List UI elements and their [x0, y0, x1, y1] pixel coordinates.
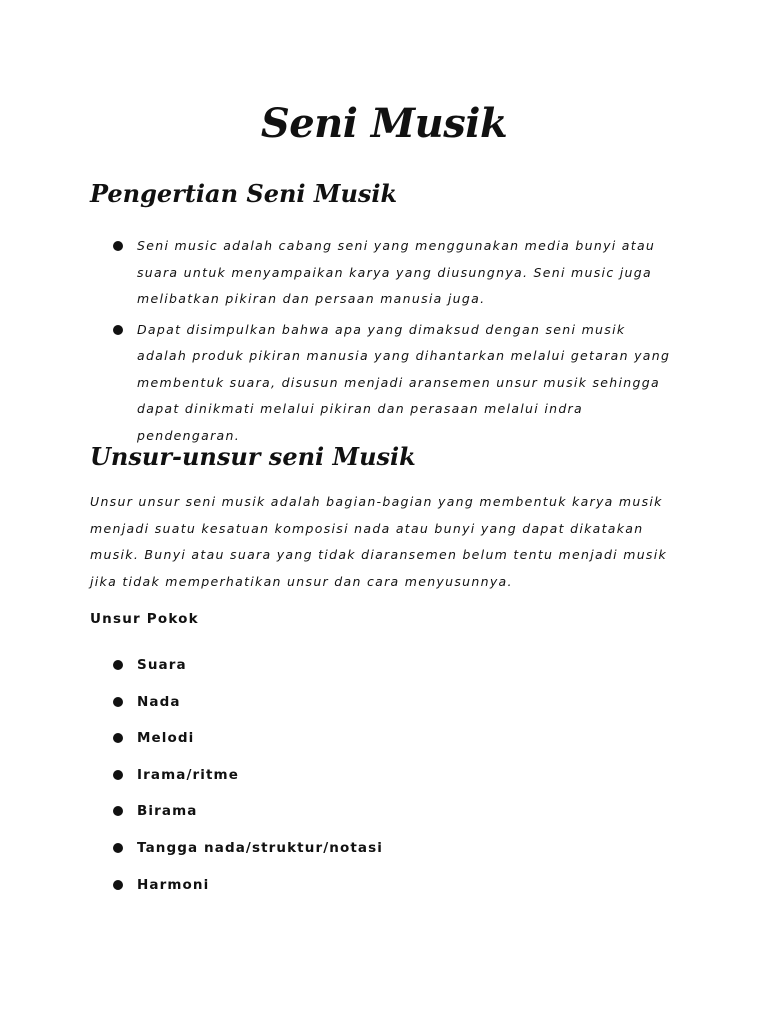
list-item	[0, 874, 677, 911]
list-item-text: Birama	[137, 803, 198, 820]
bullet-icon	[113, 843, 123, 853]
list-item-text: Suara	[137, 657, 187, 673]
list-item	[0, 317, 677, 450]
bullet-icon	[113, 325, 123, 335]
list-item	[0, 654, 677, 691]
list-item-text: Tangga nada/struktur/notasi	[137, 839, 383, 856]
list-item-text: Nada	[137, 693, 181, 710]
definition-list	[0, 233, 677, 449]
bullet-icon	[113, 806, 123, 816]
list-item-text: Dapat disimpulkan bahwa apa yang dimaksud dengan seni musik adalah produk pikiran manusia yang dihantarkan melalui getaran yang membentuk suara, disusun menjadi aransemen unsur musik sehingga dapat dinikmati melalui pikiran dan perasaan melalui indra pendengaran.	[137, 321, 671, 443]
list-item-text: Melodi	[137, 730, 195, 747]
bullet-icon	[113, 880, 123, 890]
section-heading-pengertian: Pengertian Seni Musik	[90, 179, 398, 208]
section-heading-unsur: Unsur-unsur seni Musik	[90, 442, 416, 471]
page-title: Seni Musik	[260, 100, 508, 147]
list-item	[0, 727, 677, 764]
bullet-icon	[113, 733, 123, 743]
list-item-text: Irama/ritme	[137, 766, 239, 783]
section-paragraph: Unsur unsur seni musik adalah bagian-bagian yang membentuk karya musik menjadi suatu kesatuan komposisi nada atau bunyi yang dapat dikatakan musik. Bunyi atau suara yang tidak diaransemen belum tentu menjadi musik jika tidak memperhatikan unsur dan cara menyusunnya.	[90, 494, 668, 589]
list-item	[0, 691, 677, 728]
bullet-icon	[113, 660, 123, 670]
list-item	[0, 800, 677, 837]
list-item	[0, 764, 677, 801]
subheading-unsur-pokok: Unsur Pokok	[90, 611, 199, 627]
bullet-icon	[113, 697, 123, 707]
list-item-text: Seni music adalah cabang seni yang menggunakan media bunyi atau suara untuk menyampaikan karya yang diusungnya. Seni music juga melibatkan pikiran dan persaan manusia juga.	[137, 238, 656, 306]
list-item	[0, 837, 677, 874]
bullet-icon	[113, 241, 123, 251]
list-item-text: Harmoni	[137, 876, 210, 893]
bullet-icon	[113, 770, 123, 780]
list-item	[0, 233, 677, 313]
unsur-pokok-list	[0, 654, 677, 910]
